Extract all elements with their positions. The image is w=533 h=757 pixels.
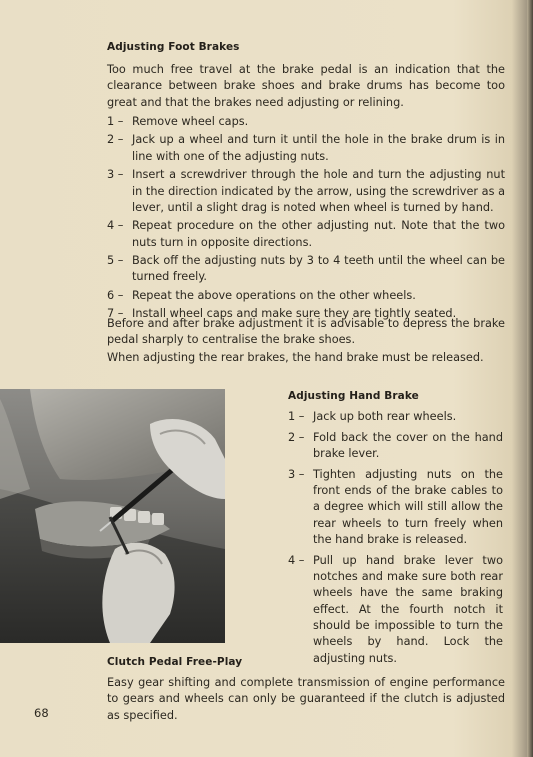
step-item [288,409,503,425]
step-number: 2 – [288,430,305,444]
step-number: 2 – [107,133,124,147]
foot-brakes-steps [107,114,505,325]
step-text: Repeat procedure on the other adjusting nut. Note that the two nuts turn in opposite directions. [132,219,505,249]
step-item [107,167,505,216]
step-item [288,430,503,463]
heading-clutch-pedal-free-play: Clutch Pedal Free-Play [107,656,243,668]
step-item [288,467,503,548]
step-item [107,114,505,130]
step-item [107,132,505,165]
step-number: 4 – [107,219,124,233]
step-item [107,288,505,304]
page-number: 68 [34,706,49,720]
step-item [288,553,503,667]
step-text: Remove wheel caps. [132,115,249,128]
step-text: Pull up hand brake lever two notches and make sure both rear wheels have the same braking effect. At the fourth notch it should be impossible to turn the wheels by hand. Lock the adjusting nuts. [313,553,503,665]
heading-adjusting-foot-brakes: Adjusting Foot Brakes [107,41,240,53]
step-number: 5 – [107,254,124,268]
heading-adjusting-hand-brake: Adjusting Hand Brake [288,390,419,402]
step-text: Repeat the above operations on the other wheels. [132,288,416,302]
step-text: Jack up a wheel and turn it until the hole in the brake drum is in line with one of the adjusting nuts. [132,133,505,163]
foot-brakes-intro: Too much free travel at the brake pedal is an indication that the clearance between brake shoes and brake drums has become too great and that the brakes need adjusting or relining. [107,63,505,109]
step-number: 3 – [288,467,305,481]
step-number: 3 – [107,168,124,182]
clutch-paragraph: Easy gear shifting and complete transmission of engine performance to gears and wheels can only be guaranteed if the clutch is adjusted as specified. [107,676,505,722]
page-spine-shadow [527,0,533,757]
step-number: 6 – [107,288,124,302]
hand-brake-adjustment-photo [0,389,225,643]
step-number: 1 – [288,410,305,423]
step-item [107,253,505,286]
step-text: Back off the adjusting nuts by 3 to 4 teeth until the wheel can be turned freely. [132,254,505,284]
hand-brake-steps [288,409,503,671]
step-number: 4 – [288,553,305,567]
step-text: Jack up both rear wheels. [313,410,457,423]
step-text: Install wheel caps and make sure they are tightly seated. [132,307,457,321]
step-number: 7 – [107,307,124,321]
step-item [107,218,505,251]
foot-brakes-note-centralise: Before and after brake adjustment it is advisable to depress the brake pedal sharply to centralise the brake shoes. [107,317,505,347]
step-text: Fold back the cover on the hand brake lever. [313,430,503,461]
step-number: 1 – [107,115,124,128]
step-text: Insert a screwdriver through the hole and turn the adjusting nut in the direction indicated by the arrow, using the screwdriver as a lever, until a slight drag is noted when wheel is turned by hand. [132,168,505,214]
step-text: Tighten adjusting nuts on the front ends of the brake cables to a degree which will still allow the rear wheels to turn freely when the hand brake is released. [313,467,503,547]
foot-brakes-note-rear: When adjusting the rear brakes, the hand brake must be released. [107,351,484,364]
